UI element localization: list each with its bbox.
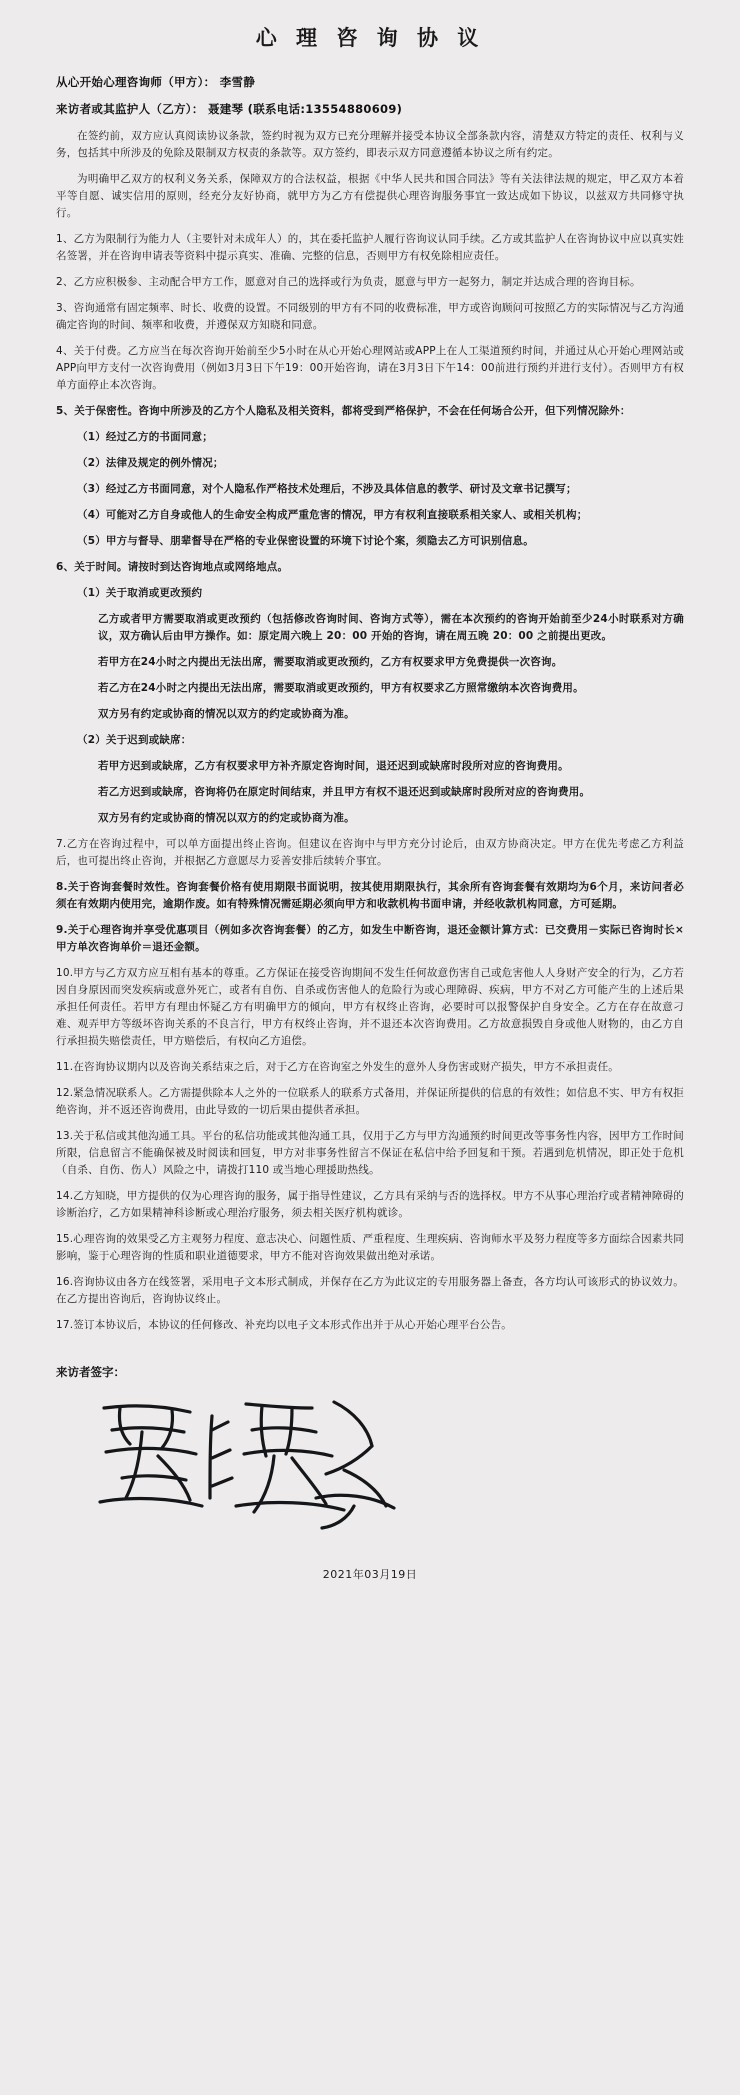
clause-6-sub-1: （1）关于取消或更改预约 — [77, 587, 203, 599]
clause-6-sub-2-para-2: 若乙方迟到或缺席，咨询将仍在原定时间结束，并且甲方有权不退还迟到或缺席时段所对应的咨询费用。 — [98, 786, 591, 798]
clause-10: 10.甲方与乙方双方应互相有基本的尊重。乙方保证在接受咨询期间不发生任何故意伤害自己或危害他人人身财产安全的行为，乙方若因自身原因而突发疾病或意外死亡，或者有自伤、自杀或伤害他人的危险行为或心理障碍、疾病，甲方不对乙方可能产生的上述后果承担任何责任。若甲方有理由怀疑乙方有明确甲方的倾向，甲方有权终止咨询，必要时可以报警保护自身安全。乙方在存在故意刁难、观弄甲方等级坏咨询关系的不良言行，甲方有权终止咨询，并不退还本次咨询费用。乙方故意损毁自身或他人财物的，由乙方自行承担损失赔偿责任，甲方赔偿后，有权向乙方追偿。 — [56, 967, 684, 1047]
party-line-a: 从心开始心理咨询师（甲方）： 李雪静 — [56, 75, 256, 89]
clause-17: 17.签订本协议后，本协议的任何修改、补充均以电子文本形式作出并于从心开始心理平台公告。 — [56, 1319, 512, 1331]
clause-2: 2、乙方应积极参、主动配合甲方工作，愿意对自己的选择或行为负责，愿意与甲方一起努力，制定并达成合理的咨询目标。 — [56, 276, 641, 288]
clause-5-item-1: （1）经过乙方的书面同意； — [77, 431, 213, 443]
clause-5-item-2: （2）法律及规定的例外情况； — [77, 457, 224, 469]
clause-6-sub-2-para-1: 若甲方迟到或缺席，乙方有权要求甲方补齐原定咨询时间，退还迟到或缺席时段所对应的咨询费用。 — [98, 760, 569, 772]
clause-5-item-3: （3）经过乙方书面同意，对个人隐私作严格技术处理后，不涉及具体信息的教学、研讨及文章书记撰写； — [77, 483, 577, 495]
clause-6: 6、关于时间。请按时到达咨询地点或网络地点。 — [56, 561, 289, 573]
clause-5-item-5: （5）甲方与督导、朋辈督导在严格的专业保密设置的环境下讨论个案，须隐去乙方可识别信息。 — [77, 535, 534, 547]
clause-6-sub-1-para-2: 若甲方在24小时之内提出无法出席，需要取消或更改预约，乙方有权要求甲方免费提供一次咨询。 — [98, 656, 563, 668]
clause-6-sub-1-para-1: 乙方或者甲方需要取消或更改预约（包括修改咨询时间、咨询方式等），需在本次预约的咨询开始前至少24小时联系对方确议，双方确认后由甲方操作。如：原定周六晚上 20：00 开始的咨询，请在周五晚 20：00 之前提出更改。 — [98, 613, 684, 642]
clause-16: 16.咨询协议由各方在线签署，采用电子文本形式制成，并保存在乙方为此议定的专用服务器上备查，各方均认可该形式的协议效力。在乙方提出咨询后，咨询协议终止。 — [56, 1276, 684, 1305]
clause-6-sub-1-para-3: 若乙方在24小时之内提出无法出席，需要取消或更改预约，甲方有权要求乙方照常缴纳本次咨询费用。 — [98, 682, 584, 694]
preamble-paragraph-2: 为明确甲乙双方的权利义务关系，保障双方的合法权益，根据《中华人民共和国合同法》等有关法律法规的规定，甲乙双方本着平等自愿、诚实信用的原则，经充分友好协商，就甲方为乙方有偿提供心理咨询服务事宜一致达成如下协议，以兹双方共同修守执行。 — [56, 173, 684, 219]
clause-14: 14.乙方知晓，甲方提供的仅为心理咨询的服务，属于指导性建议，乙方具有采纳与否的选择权。甲方不从事心理治疗或者精神障碍的诊断治疗，乙方如果精神科诊断或心理治疗服务，须去相关医疗机构就诊。 — [56, 1190, 684, 1219]
clause-13: 13.关于私信或其他沟通工具。平台的私信功能或其他沟通工具，仅用于乙方与甲方沟通预约时间更改等事务性内容，因甲方工作时间所限，信息留言不能确保被及时阅读和回复，甲方对非事务性留言不保证在私信中给予回复和干预。若遇到危机情况，即正处于危机（自杀、自伤、伤人）风险之中，请拨打110 或当地心理援助热线。 — [56, 1130, 684, 1176]
clause-6-sub-2: （2）关于迟到或缺席： — [77, 734, 192, 746]
clause-8: 8.关于咨询套餐时效性。咨询套餐价格有使用期限书面说明，按其使用期限执行，其余所有咨询套餐有效期均为6个月，来访问者必须在有效期内使用完，逾期作废。如有特殊情况需延期必须向甲方和收款机构书面申请，并经收款机构同意，方可延期。 — [56, 881, 684, 910]
page-title: 心 理 咨 询 协 议 — [255, 25, 485, 50]
clause-3: 3、咨询通常有固定频率、时长、收费的设置。不同级别的甲方有不同的收费标准，甲方或咨询顾问可按照乙方的实际情况与乙方沟通确定咨询的时间、频率和收费，并遵保双方知晓和同意。 — [56, 302, 684, 331]
signature-label: 来访者签字： — [56, 1365, 125, 1379]
clause-12: 12.紧急情况联系人。乙方需提供除本人之外的一位联系人的联系方式备用，并保证所提供的信息的有效性；如信息不实、甲方有权拒绝咨询，并不返还咨询费用，由此导致的一切后果由提供者承担。 — [56, 1087, 684, 1116]
clause-5: 5、关于保密性。咨询中所涉及的乙方个人隐私及相关资料，都将受到严格保护，不会在任何场合公开，但下列情况除外： — [56, 405, 631, 417]
clause-6-sub-1-para-4: 双方另有约定或协商的情况以双方的约定或协商为准。 — [98, 708, 355, 720]
clause-4: 4、关于付费。乙方应当在每次咨询开始前至少5小时在从心开始心理网站或APP上在人工渠道预约时间，并通过从心开始心理网站或APP向甲方支付一次咨询费用（例如3月3日下午19：00开始咨询，请在3月3日下午14：00前进行预约并进行支付）。否则甲方有权单方面停止本次咨询。 — [56, 345, 684, 391]
clause-1: 1、乙方为限制行为能力人（主要针对未成年人）的，其在委托监护人履行咨询议认同手续。乙方或其监护人在咨询协议中应以真实姓名签署，并在咨询申请表等资料中提示真实、准确、完整的信息，否则甲方有权免除相应责任。 — [56, 233, 684, 262]
clause-9: 9.关于心理咨询并享受优惠项目（例如多次咨询套餐）的乙方，如发生中断咨询，退还金额计算方式：已交费用－实际已咨询时长×甲方单次咨询单价＝退还金额。 — [56, 924, 684, 953]
clause-7: 7.乙方在咨询过程中，可以单方面提出终止咨询。但建议在咨询中与甲方充分讨论后，由双方协商决定。甲方在优先考虑乙方利益后，也可提出终止咨询，并根据乙方意愿尽力妥善安排后续转介事宜。 — [56, 838, 684, 867]
clause-11: 11.在咨询协议期内以及咨询关系结束之后，对于乙方在咨询室之外发生的意外人身伤害或财产损失，甲方不承担责任。 — [56, 1061, 619, 1073]
bottom-spacer — [56, 1582, 684, 1602]
signature-image — [56, 1386, 684, 1536]
party-line-b: 来访者或其监护人（乙方）： 聂建琴 (联系电话:13554880609) — [56, 102, 403, 116]
clause-5-item-4: （4）可能对乙方自身或他人的生命安全构成严重危害的情况，甲方有权利直接联系相关家人、或相关机构； — [77, 509, 588, 521]
signature-date: 2021年03月19日 — [322, 1568, 418, 1581]
preamble-paragraph-1: 在签约前，双方应认真阅读协议条款，签约时视为双方已充分理解并接受本协议全部条款内容，清楚双方特定的责任、权利与义务，包括其中所涉及的免除及限制双方权责的条款等。双方签约，即表示双方同意遵循本协议之所有约定。 — [56, 130, 684, 159]
clause-15: 15.心理咨询的效果受乙方主观努力程度、意志决心、问题性质、严重程度、生理疾病、咨询师水平及努力程度等多方面综合因素共同影响，鉴于心理咨询的性质和职业道德要求，甲方不能对咨询效果做出绝对承诺。 — [56, 1233, 684, 1262]
clause-6-sub-2-para-3: 双方另有约定或协商的情况以双方的约定或协商为准。 — [98, 812, 355, 824]
